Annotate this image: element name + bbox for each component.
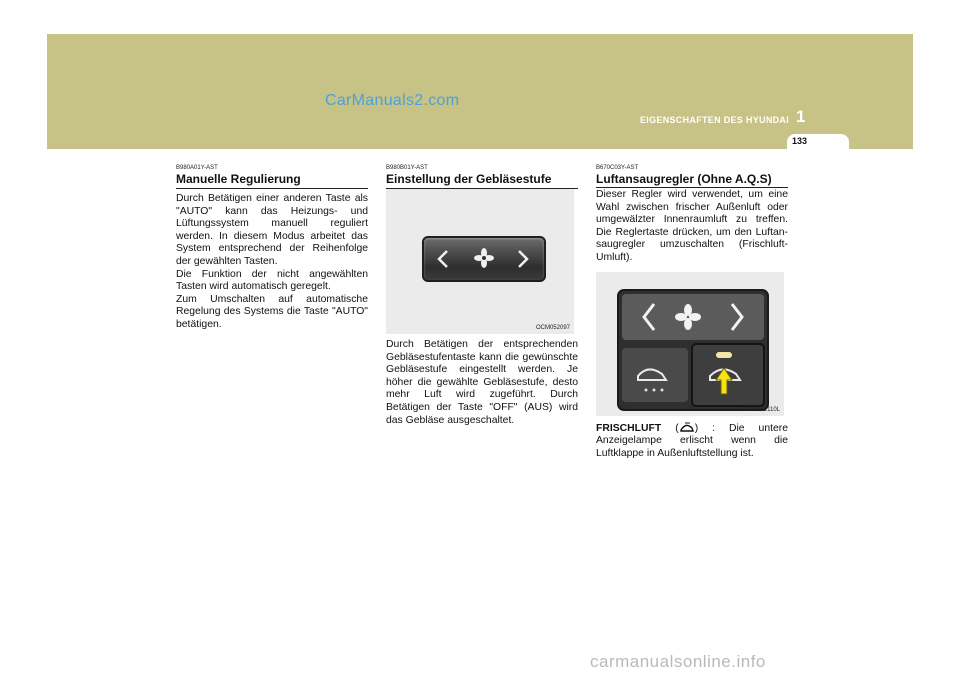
section-body: Durch Betätigen der entsprechenden Gebläsestufentaste kann die gewünschte Gebläsestufe eingestellt werden. Je höher die gewählte Gebläsestufe, desto mehr Luft wird zugeführt. Durch Betätigen der Taste "OFF" (AUS) wird das Gebläse ausgeschaltet.	[386, 339, 578, 426]
chapter-number: 1	[796, 107, 806, 126]
section-heading: Einstellung der Gebläsestufe	[386, 172, 552, 186]
section-code: B980B01Y-AST	[386, 165, 428, 171]
section-air-intake	[596, 165, 788, 460]
heading-divider	[596, 187, 788, 188]
section-body: Dieser Regler wird verwendet, um eine Wahl zwischen frischer Außenluft oder umgewälzter Innenraumluft zu treffen. Die Reglertaste drücken, um den Luftan-saugregler umzuschalten (Frischluft-Umluft).	[596, 189, 788, 263]
fresh-air-paren: (	[675, 422, 679, 434]
fan-icon	[474, 248, 494, 268]
section-manual-control	[176, 165, 368, 332]
section-code: B670C03Y-AST	[596, 165, 639, 171]
indicator-led	[716, 352, 732, 358]
section-fan-speed	[386, 165, 578, 427]
fan-control-panel	[422, 236, 546, 282]
section-heading: Luftansaugregler (Ohne A.Q.S)	[596, 172, 772, 186]
footer-watermark[interactable]: carmanualsonline.info	[590, 652, 766, 671]
fresh-air-text: ) : Die untere Anzeigelampe erlischt wenn die Luftklappe in Außenluftstellung ist.	[596, 422, 789, 459]
page-number: 133	[792, 136, 808, 146]
fan-control-photo	[386, 189, 574, 334]
chapter-title: EIGENSCHAFTEN DES HYUNDAI	[640, 115, 790, 125]
heading-divider	[176, 188, 368, 189]
watermark-link[interactable]: CarManuals2.com	[325, 92, 460, 109]
section-code: B980A01Y-AST	[176, 165, 218, 171]
image-code: OCM052097	[535, 325, 570, 331]
chevron-left-icon	[436, 249, 450, 269]
fresh-air-icon	[679, 422, 695, 433]
section-body: Durch Betätigen einer anderen Taste als "AUTO" kann das Heizungs- und Lüftungssystem manuell reguliert werden. In diesem Modus arbeitet das System entsprechend der Reihenfolge der gewählten Tasten. Die Funktion der nicht angewählten Tasten wird automatisch geregelt. Zum Umschalten auf automatische Regelung des Systems die Taste "AUTO" betätigen.	[176, 193, 368, 330]
chevron-right-icon	[516, 249, 530, 269]
header-band	[47, 34, 913, 149]
fresh-air-label: FRISCHLUFT	[596, 422, 662, 434]
air-intake-photo	[596, 272, 784, 416]
air-intake-panel-illustration	[596, 272, 784, 416]
image-code: OCM052110L	[743, 406, 780, 413]
fresh-air-description	[596, 422, 788, 461]
section-heading: Manuelle Regulierung	[176, 172, 301, 186]
